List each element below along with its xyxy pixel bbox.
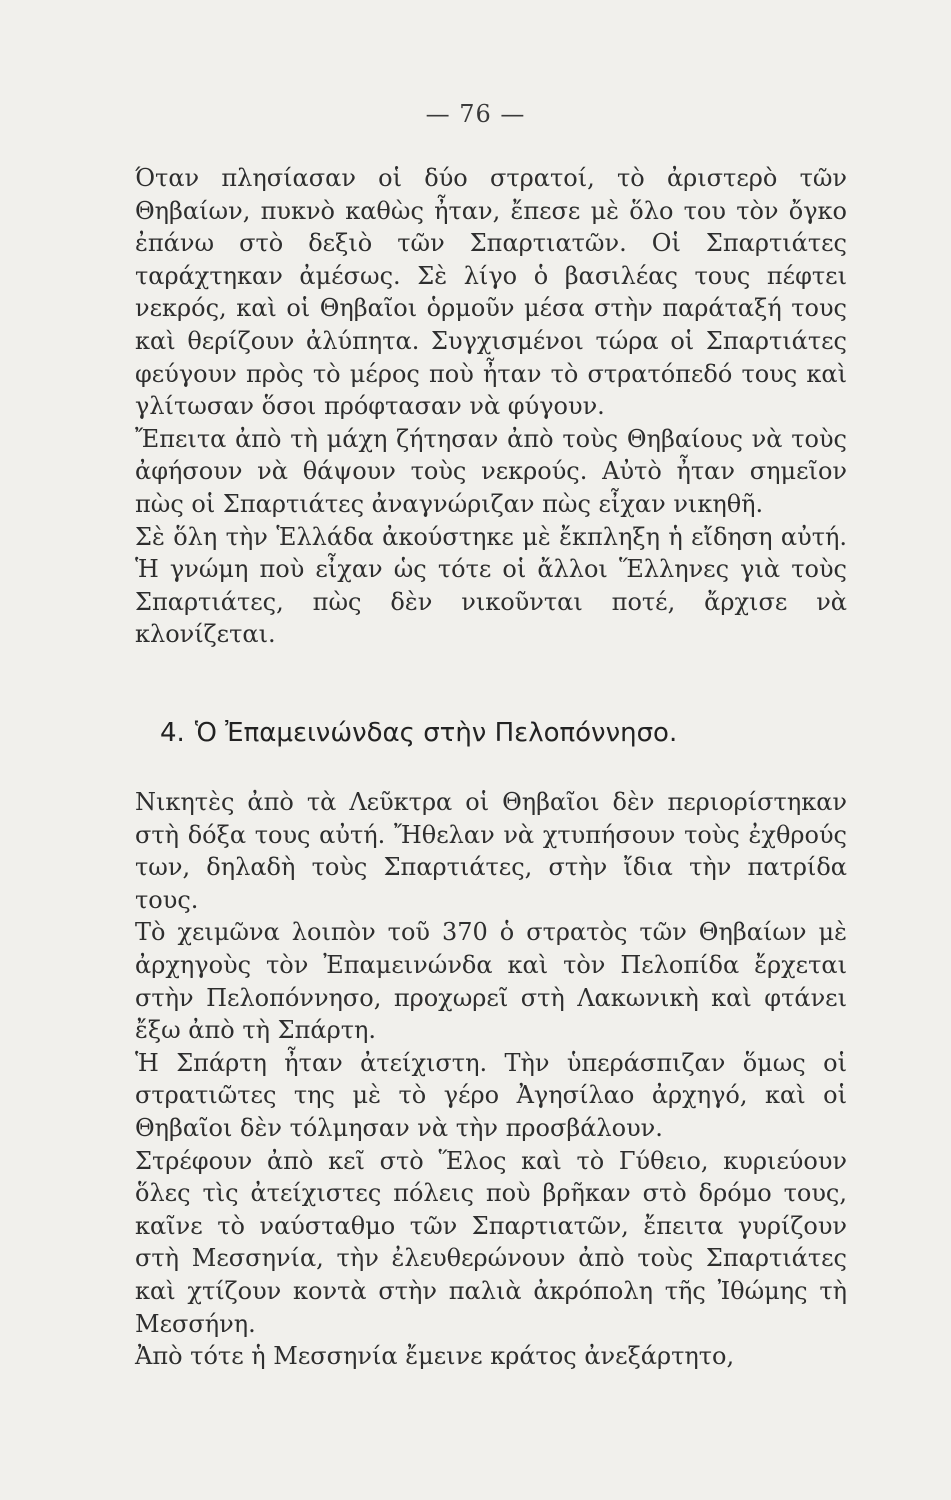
paragraph: Σὲ ὅλη τὴν Ἑλλάδα ἀκούστηκε μὲ ἔκπληξη ἡ εἴδηση αὐτή. Ἡ γνώμη ποὺ εἶχαν ὡς τότε οἱ ἄλλοι Ἕλληνες γιὰ τοὺς Σπαρτιάτες, πὼς δὲν νικοῦνται ποτέ, ἄρχισε νὰ κλονίζεται.: [135, 522, 847, 649]
paragraph: Ἡ Σπάρτη ἦταν ἀτείχιστη. Τὴν ὑπεράσπιζαν ὅμως οἱ στρατιῶτες της μὲ τὸ γέρο Ἀγησίλαο ἀρχηγό, καὶ οἱ Θηβαῖοι δὲν τόλμησαν νὰ τὴν προσβάλουν.: [135, 1048, 847, 1142]
section-heading: [160, 718, 860, 748]
paragraph: Όταν πλησίασαν οἱ δύο στρατοί, τὸ ἀριστερὸ τῶν Θηβαίων, πυκνὸ καθὼς ἦταν, ἔπεσε μὲ ὅλο του τὸν ὄγκο ἐπάνω στὸ δεξιὸ τῶν Σπαρτιατῶν. Οἱ Σπαρτιάτες ταράχτηκαν ἀμέσως. Σὲ λίγο ὁ βασιλέας τους πέφτει νεκρός, καὶ οἱ Θηβαῖοι ὁρμοῦν μέσα στὴν παράταξή τους καὶ θερίζουν ἀλύπητα. Συγχισμένοι τώρα οἱ Σπαρτιάτες φεύγουν πρὸς τὸ μέρος ποὺ ἦταν τὸ στρατόπεδό τους καὶ γλίτωσαν ὅσοι πρόφτασαν νὰ φύγουν.: [135, 164, 847, 421]
page-number: — 76 —: [425, 100, 526, 128]
section-title: Ὁ Ἐπαμεινώνδας στὴν Πελοπόννησο.: [194, 718, 678, 748]
paragraph: Ἀπὸ τότε ἡ Μεσσηνία ἔμεινε κράτος ἀνεξάρτητο,: [135, 1342, 735, 1371]
paragraph: Τὸ χειμῶνα λοιπὸν τοῦ 370 ὁ στρατὸς τῶν Θηβαίων μὲ ἀρχηγοὺς τὸν Ἐπαμεινώνδα καὶ τὸν Πελοπίδα ἔρχεται στὴν Πελοπόννησο, προχωρεῖ στὴ Λακωνικὴ καὶ φτάνει ἔξω ἀπὸ τὴ Σπάρτη.: [135, 918, 847, 1045]
paragraph: Ἔπειτα ἀπὸ τὴ μάχη ζήτησαν ἀπὸ τοὺς Θηβαίους νὰ τοὺς ἀφήσουν νὰ θάψουν τοὺς νεκρούς. Αὐτὸ ἦταν σημεῖον πὼς οἱ Σπαρτιάτες ἀναγνώριζαν πὼς εἶχαν νικηθῆ.: [135, 424, 847, 518]
paragraph: Στρέφουν ἀπὸ κεῖ στὸ Ἕλος καὶ τὸ Γύθειο, κυριεύουν ὅλες τὶς ἀτείχιστες πόλεις ποὺ βρῆκαν στὸ δρόμο τους, καῖνε τὸ ναύσταθμο τῶν Σπαρτιατῶν, ἔπειτα γυρίζουν στὴ Μεσσηνία, τὴν ἐλευθερώνουν ἀπὸ τοὺς Σπαρτιάτες καὶ χτίζουν κοντὰ στὴν παλιὰ ἀκρόπολη τῆς Ἰθώμης τὴ Μεσσήνη.: [135, 1146, 847, 1338]
paragraph: Νικητὲς ἀπὸ τὰ Λεῦκτρα οἱ Θηβαῖοι δὲν περιορίστηκαν στὴ δόξα τους αὐτή. Ἤθελαν νὰ χτυπήσουν τοὺς ἐχθρούς των, δηλαδὴ τοὺς Σπαρτιάτες, στὴν ἴδια τὴν πατρίδα τους.: [135, 788, 847, 914]
section-number: 4.: [160, 718, 185, 748]
text-section-2: [135, 786, 847, 1373]
text-section-1: [135, 162, 847, 651]
